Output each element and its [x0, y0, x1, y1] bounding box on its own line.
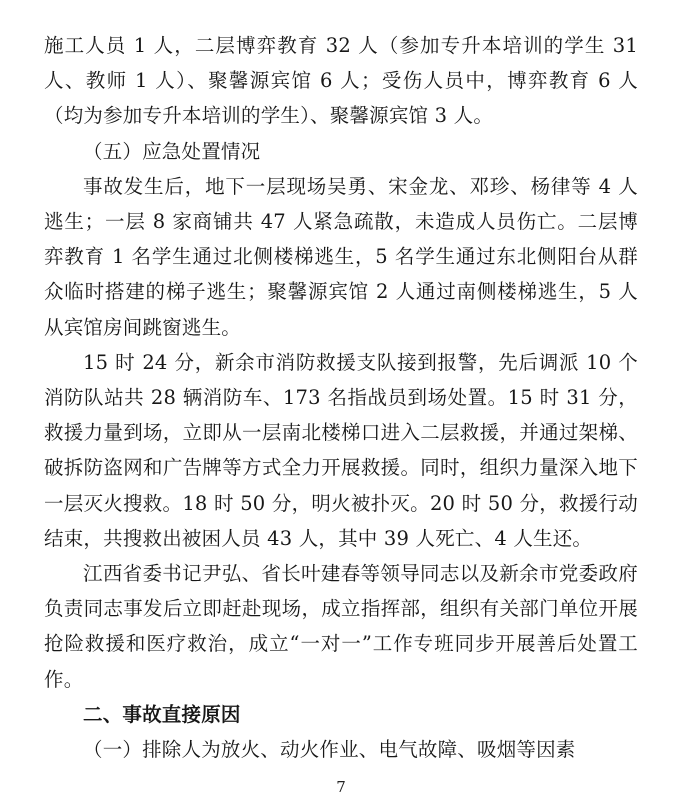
paragraph-leaders: 江西省委书记尹弘、省长叶建春等领导同志以及新余市党委政府负责同志事发后立即赶赴现场，成立指挥部，组织有关部门单位开展抢险救援和医疗救治，成立“一对一”工作专班同步开展善后处置工作。 [44, 562, 638, 691]
paragraph-escape: 事故发生后，地下一层现场吴勇、宋金龙、邓珍、杨律等 4 人逃生；一层 8 家商铺共 47 人紧急疏散，未造成人员伤亡。二层博弈教育 1 名学生通过北侧楼梯逃生，5 名学生通过东北侧阳台从群众临时搭建的梯子逃生；聚馨源宾馆 2 人通过南侧楼梯逃生，5 人从宾馆房间跳窗逃生。 [44, 174, 638, 339]
paragraph-casualties: 施工人员 1 人，二层博弈教育 32 人（参加专升本培训的学生 31 人、教师 1 人）、聚馨源宾馆 6 人；受伤人员中，博弈教育 6 人（均为参加专升本培训的学生）、聚馨源宾馆 3 人。 [44, 34, 638, 128]
document-body [44, 28, 638, 767]
paragraph-section-five-title: （五）应急处置情况 [83, 139, 261, 163]
paragraph-cause-one: （一）排除人为放火、动火作业、电气故障、吸烟等因素 [83, 738, 576, 762]
paragraph-rescue: 15 时 24 分，新余市消防救援支队接到报警，先后调派 10 个消防队站共 28 辆消防车、173 名指战员到场处置。15 时 31 分，救援力量到场，立即从一层南北楼梯口进入二层救援，并通过架梯、破拆防盗网和广告牌等方式全力开展救援。同时，组织力量深入地下一层灭火搜救。18 时 50 分，明火被扑灭。20 时 50 分，救援行动结束，共搜救出被困人员 43 人，其中 39 人死亡、4 人生还。 [44, 350, 638, 550]
heading-section-two: 二、事故直接原因 [83, 702, 241, 726]
page-number: 7 [336, 778, 346, 796]
